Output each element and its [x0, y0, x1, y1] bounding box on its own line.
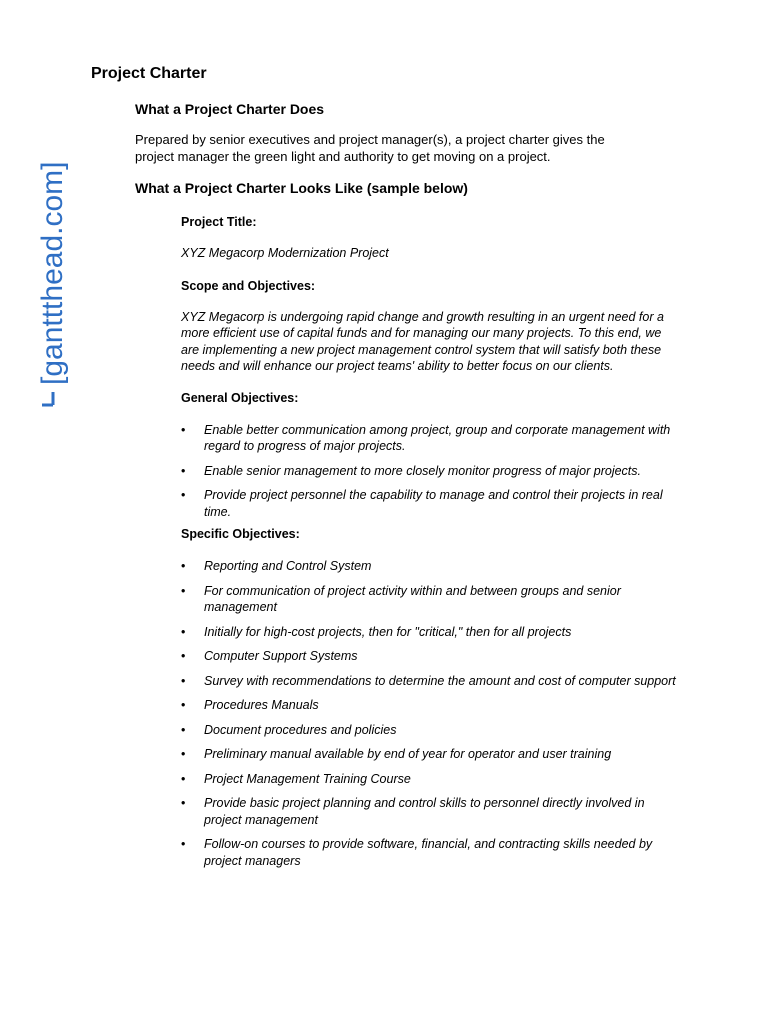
list-item-text: Survey with recommendations to determine the amount and cost of computer support	[204, 673, 676, 688]
list-item-text: Preliminary manual available by end of year for operator and user training	[204, 747, 612, 761]
bullet-icon: •	[181, 624, 186, 639]
list-item	[181, 673, 681, 690]
bullet-icon: •	[181, 559, 186, 573]
list-item-text: Procedures Manuals	[204, 698, 319, 712]
list-item	[181, 648, 681, 665]
scope-value: XYZ Megacorp is undergoing rapid change and growth resulting in an urgent need for a more efficient use of capital funds and for managing our many projects. To this end, we are implementing a new project management control system that will satisfy both these needs and will enhance our project teams' ability to better focus on our clients.	[181, 309, 664, 373]
list-item	[181, 697, 681, 714]
list-item-text: Provide project personnel the capability to manage and control their projects in real time.	[204, 488, 663, 519]
list-item-text: Computer Support Systems	[204, 649, 358, 663]
bullet-icon: •	[181, 771, 186, 786]
list-item-text: Initially for high-cost projects, then for "critical," then for all projects	[204, 624, 572, 639]
general-objectives-list	[181, 422, 681, 521]
logo-arrow	[42, 392, 53, 405]
bullet-icon: •	[181, 796, 186, 810]
general-objectives-label: General Objectives:	[181, 390, 299, 405]
sample-charter	[181, 214, 681, 869]
list-item	[181, 836, 681, 869]
logo-text: [ganttthead.com]	[36, 161, 69, 385]
scope-label: Scope and Objectives:	[181, 278, 316, 293]
specific-objectives-list	[181, 558, 681, 869]
bullet-icon: •	[181, 837, 186, 851]
list-item-text: Enable better communication among project, group and corporate management with regard to progress of major projects.	[204, 422, 671, 453]
bullet-icon: •	[181, 673, 186, 688]
list-item-text: For communication of project activity within and between groups and senior management	[204, 583, 621, 614]
list-item	[181, 771, 681, 788]
list-item-text: Project Management Training Course	[204, 771, 411, 786]
list-item-text: Provide basic project planning and control skills to personnel directly involved in project management	[204, 796, 645, 827]
list-item-text: Reporting and Control System	[204, 559, 372, 573]
section-heading-does: What a Project Charter Does	[135, 101, 325, 117]
page-title: Project Charter	[91, 65, 207, 82]
document-body	[91, 64, 691, 869]
bullet-icon: •	[181, 488, 186, 502]
bullet-icon: •	[181, 463, 186, 478]
list-item	[181, 422, 681, 455]
bullet-icon: •	[181, 722, 186, 737]
list-item-text: Document procedures and policies	[204, 722, 397, 737]
gantthead-logo	[36, 50, 70, 410]
bullet-icon: •	[181, 747, 186, 761]
section-body-does: Prepared by senior executives and project manager(s), a project charter gives the project manager the green light and authority to get moving on a project.	[135, 132, 605, 164]
list-item	[181, 746, 681, 763]
list-item-text: Follow-on courses to provide software, financial, and contracting skills needed by project managers	[204, 837, 653, 868]
list-item	[181, 583, 681, 616]
project-title-value: XYZ Megacorp Modernization Project	[181, 246, 389, 260]
bullet-icon: •	[181, 422, 186, 437]
list-item-text: Enable senior management to more closely monitor progress of major projects.	[204, 463, 642, 478]
list-item	[181, 795, 681, 828]
list-item	[181, 722, 681, 739]
list-item	[181, 624, 681, 641]
bullet-icon: •	[181, 583, 186, 598]
project-title-label: Project Title:	[181, 215, 257, 229]
list-item	[181, 487, 681, 520]
specific-objectives-label: Specific Objectives:	[181, 527, 300, 541]
section-heading-looks-like: What a Project Charter Looks Like (sample below)	[135, 180, 468, 196]
list-item	[181, 558, 681, 575]
bullet-icon: •	[181, 649, 186, 663]
bullet-icon: •	[181, 698, 186, 712]
list-item	[181, 463, 681, 480]
gantthead-logo-mark	[36, 50, 70, 410]
